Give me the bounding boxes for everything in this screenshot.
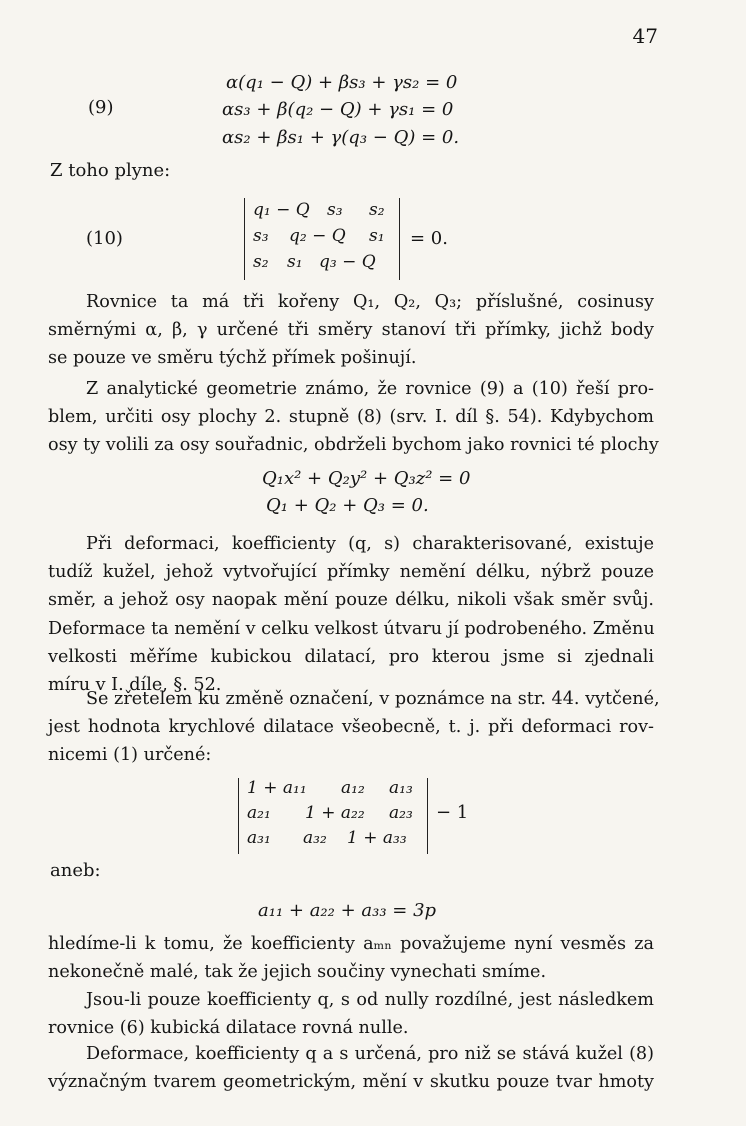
text-line: velkosti měříme kubickou dilatací, pro kterou jsme si zjednali (48, 646, 654, 667)
text-line: osy ty volili za osy souřadnic, obdrželi bychom jako rovnici té plochy (48, 435, 659, 456)
text-line: blem, určiti osy plochy 2. stupně (8) (srv. I. díl §. 54). Kdybychom (48, 407, 654, 428)
surface-equation: Q₁x² + Q₂y² + Q₃z² = 0 (262, 468, 471, 489)
determinant-10-rhs: = 0. (410, 228, 448, 249)
equation-9-line-1: α(q₁ − Q) + βs₃ + γs₂ = 0 (226, 72, 458, 93)
det2-cell-r3c2: a₃₂ (303, 828, 327, 848)
text-line: směrnými α, β, γ určené tři směry stanoví tři přímky, jichž body (48, 320, 654, 341)
det2-cell-r1c1: 1 + a₁₁ (247, 778, 307, 798)
det10-cell-r2c2: q₂ − Q (289, 226, 346, 246)
paragraph-cubic-dilatation (48, 685, 660, 770)
text-line: míru v I. díle, §. 52. (48, 675, 222, 696)
det2-cell-r2c2: 1 + a₂₂ (305, 803, 365, 823)
text-line: význačným tvarem geometrickým, mění v skutku pouze tvar hmoty (48, 1072, 654, 1093)
paragraph-deformation (48, 530, 654, 699)
text-line: Deformace ta nemění v celku velkost útvaru jí podrobeného. Změnu (48, 618, 655, 639)
paragraph-roots (48, 288, 654, 373)
det2-cell-r2c1: a₂₁ (247, 803, 271, 823)
text-line: tudíž kužel, jehož vytvořující přímky nemění délku, nýbrž pouze (48, 562, 654, 583)
det2-cell-r1c2: a₁₂ (341, 778, 365, 798)
equation-9-line-2: αs₃ + β(q₂ − Q) + γs₁ = 0 (222, 99, 454, 120)
text-line: Jsou-li pouze koefficienty q, s od nully rozdílné, jest následkem (86, 990, 654, 1010)
coefficient-sum-equation: Q₁ + Q₂ + Q₃ = 0. (266, 495, 429, 516)
paragraph-zero-dilatation (48, 986, 654, 1042)
det10-cell-r1c2: s₃ (327, 200, 343, 220)
page-number: 47 (632, 24, 658, 48)
det10-cell-r3c1: s₂ (253, 252, 269, 272)
det2-cell-r3c3: 1 + a₃₃ (347, 828, 407, 848)
text-line: Rovnice ta má tři kořeny Q₁, Q₂, Q₃; příslušné, cosinusy (86, 292, 654, 312)
equation-9-line-3: αs₂ + βs₁ + γ(q₃ − Q) = 0. (222, 127, 460, 148)
text-line: rovnice (6) kubická dilatace rovná nulle. (48, 1018, 409, 1039)
det2-cell-r3c1: a₃₁ (247, 828, 271, 848)
text-line: jest hodnota krychlové dilatace všeobecně, t. j. při deformaci rov- (48, 717, 654, 738)
paragraph-analytic-geometry (48, 375, 659, 460)
text-line: se pouze ve směru týchž přímek pošinují. (48, 348, 417, 369)
text-line: Z analytické geometrie známo, že rovnice (9) a (10) řeší pro- (86, 379, 654, 399)
det10-cell-r1c1: q₁ − Q (253, 200, 310, 220)
text-line: Při deformaci, koefficienty (q, s) charakterisované, existuje (86, 534, 654, 554)
text-line: nicemi (1) určené: (48, 745, 212, 766)
paragraph-shape-change (48, 1040, 654, 1096)
determinant-10 (244, 198, 400, 280)
det10-cell-r3c2: s₁ (287, 252, 303, 272)
text-line: nekonečně malé, tak že jejich součiny vynechati smíme. (48, 962, 547, 983)
trace-equation: a₁₁ + a₂₂ + a₃₃ = 3p (258, 900, 437, 921)
det2-cell-r1c3: a₁₃ (389, 778, 413, 798)
det10-cell-r2c1: s₃ (253, 226, 269, 246)
dilatation-determinant (238, 778, 428, 854)
aneb-label: aneb: (50, 860, 101, 881)
equation-label-10: (10) (86, 228, 123, 249)
det10-cell-r3c3: q₃ − Q (319, 252, 376, 272)
det2-cell-r2c3: a₂₃ (389, 803, 413, 823)
text-line: hledíme-li k tomu, že koefficienty aₘₙ považujeme nyní vesměs za (48, 934, 654, 954)
paragraph-infinitesimal (48, 930, 654, 986)
z-toho-plyne: Z toho plyne: (50, 160, 171, 181)
det10-cell-r1c3: s₂ (369, 200, 385, 220)
text-line: směr, a jehož osy naopak mění pouze délku, nikoli však směr svůj. (48, 590, 654, 611)
text-line: Se zřetelem ku změně označení, v poznámce na str. 44. vytčené, (86, 689, 660, 709)
text-line: Deformace, koefficienty q a s určená, pro niž se stává kužel (8) (86, 1044, 654, 1064)
dilatation-determinant-rhs: − 1 (436, 802, 469, 823)
det10-cell-r2c3: s₁ (369, 226, 385, 246)
equation-label-9: (9) (88, 97, 114, 118)
